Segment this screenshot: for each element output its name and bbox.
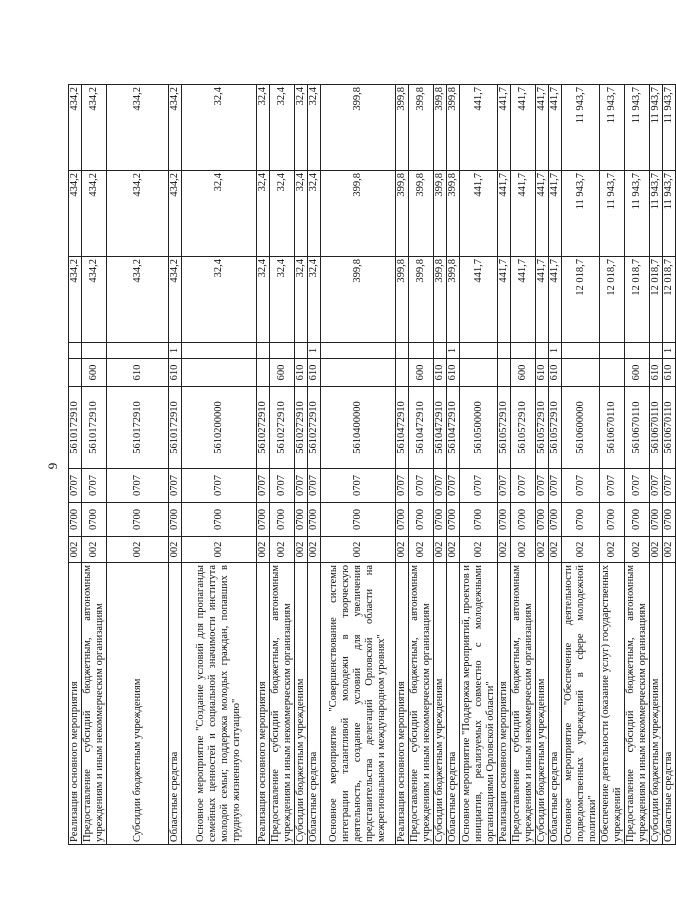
amount-year1-cell: 12 018,7 [663, 257, 676, 343]
section-code-cell: 0700 [549, 503, 562, 537]
expense-type-cell [182, 359, 257, 387]
amount-year1-cell: 441,7 [536, 257, 549, 343]
amount-year3-cell: 399,8 [396, 85, 409, 171]
subsection-code-cell: 0707 [257, 469, 270, 503]
expense-type-cell: 600 [270, 359, 295, 387]
amount-year3-cell: 32,4 [308, 85, 321, 171]
amount-year2-cell: 399,8 [447, 171, 460, 257]
table-row [498, 85, 511, 845]
amount-year3-cell: 11 943,7 [663, 85, 676, 171]
amount-year1-cell: 12 018,7 [600, 257, 625, 343]
funding-source-cell [69, 343, 82, 359]
ministry-code-cell: 002 [549, 537, 562, 563]
ministry-code-cell: 002 [650, 537, 663, 563]
ministry-code-cell: 002 [663, 537, 676, 563]
amount-year3-cell: 32,4 [270, 85, 295, 171]
target-article-cell: 5610200000 [182, 387, 257, 469]
subsection-code-cell: 0707 [536, 469, 549, 503]
amount-year2-cell: 434,2 [82, 171, 107, 257]
amount-year3-cell: 11 943,7 [600, 85, 625, 171]
amount-year2-cell: 399,8 [396, 171, 409, 257]
funding-source-cell [82, 343, 107, 359]
target-article-cell: 5610670110 [663, 387, 676, 469]
amount-year2-cell: 399,8 [321, 171, 396, 257]
amount-year2-cell: 32,4 [270, 171, 295, 257]
funding-source-cell [536, 343, 549, 359]
amount-year1-cell: 441,7 [460, 257, 498, 343]
amount-year1-cell: 32,4 [270, 257, 295, 343]
expense-name-cell: Субсидии бюджетным учреждениям [295, 563, 308, 845]
expense-type-cell: 600 [511, 359, 536, 387]
funding-source-cell: 1 [447, 343, 460, 359]
section-code-cell: 0700 [82, 503, 107, 537]
amount-year1-cell: 32,4 [308, 257, 321, 343]
amount-year2-cell: 32,4 [182, 171, 257, 257]
amount-year3-cell: 11 943,7 [562, 85, 600, 171]
section-code-cell: 0700 [69, 503, 82, 537]
expense-type-cell: 610 [295, 359, 308, 387]
expense-type-cell: 600 [409, 359, 434, 387]
expense-type-cell [460, 359, 498, 387]
expense-name-cell: Реализация основного мероприятия [396, 563, 409, 845]
amount-year2-cell: 32,4 [257, 171, 270, 257]
table-row [460, 85, 498, 845]
amount-year3-cell: 399,8 [321, 85, 396, 171]
subsection-code-cell: 0707 [434, 469, 447, 503]
section-code-cell: 0700 [409, 503, 434, 537]
funding-source-cell [600, 343, 625, 359]
subsection-code-cell: 0707 [447, 469, 460, 503]
table-row [625, 85, 650, 845]
ministry-code-cell: 002 [511, 537, 536, 563]
amount-year3-cell: 32,4 [257, 85, 270, 171]
table-row [257, 85, 270, 845]
table-row [600, 85, 625, 845]
expense-type-cell: 610 [447, 359, 460, 387]
amount-year2-cell: 11 943,7 [600, 171, 625, 257]
expense-type-cell: 610 [663, 359, 676, 387]
target-article-cell: 5610670110 [600, 387, 625, 469]
funding-source-cell: 1 [549, 343, 562, 359]
target-article-cell: 5610472910 [434, 387, 447, 469]
target-article-cell: 5610272910 [295, 387, 308, 469]
target-article-cell: 5610670110 [625, 387, 650, 469]
target-article-cell: 5610172910 [107, 387, 169, 469]
ministry-code-cell: 002 [169, 537, 182, 563]
expense-type-cell [321, 359, 396, 387]
expense-name-cell: Областные средства [447, 563, 460, 845]
expense-type-cell: 610 [650, 359, 663, 387]
subsection-code-cell: 0707 [270, 469, 295, 503]
expense-name-cell: Предоставление субсидий бюджетным, автономным учреждениям и иным некоммерческим организациям [625, 563, 650, 845]
amount-year1-cell: 32,4 [295, 257, 308, 343]
budget-allocation-table [68, 84, 676, 845]
ministry-code-cell: 002 [308, 537, 321, 563]
section-code-cell: 0700 [498, 503, 511, 537]
target-article-cell: 5610172910 [82, 387, 107, 469]
target-article-cell: 5610472910 [447, 387, 460, 469]
table-row [409, 85, 434, 845]
table-row [396, 85, 409, 845]
ministry-code-cell: 002 [460, 537, 498, 563]
expense-type-cell: 600 [82, 359, 107, 387]
expense-name-cell: Областные средства [549, 563, 562, 845]
expense-name-cell: Обеспечение деятельности (оказание услуг) государственных учреждений [600, 563, 625, 845]
section-code-cell: 0700 [182, 503, 257, 537]
section-code-cell: 0700 [460, 503, 498, 537]
amount-year1-cell: 441,7 [549, 257, 562, 343]
section-code-cell: 0700 [511, 503, 536, 537]
subsection-code-cell: 0707 [82, 469, 107, 503]
table-row [82, 85, 107, 845]
expense-name-cell: Областные средства [169, 563, 182, 845]
expense-type-cell: 610 [434, 359, 447, 387]
table-row [69, 85, 82, 845]
section-code-cell: 0700 [270, 503, 295, 537]
funding-source-cell [182, 343, 257, 359]
subsection-code-cell: 0707 [460, 469, 498, 503]
amount-year1-cell: 12 018,7 [650, 257, 663, 343]
expense-type-cell: 600 [625, 359, 650, 387]
amount-year1-cell: 434,2 [69, 257, 82, 343]
subsection-code-cell: 0707 [295, 469, 308, 503]
target-article-cell: 5610600000 [562, 387, 600, 469]
funding-source-cell [511, 343, 536, 359]
target-article-cell: 5610172910 [169, 387, 182, 469]
table-row [650, 85, 663, 845]
amount-year2-cell: 434,2 [169, 171, 182, 257]
amount-year1-cell: 434,2 [107, 257, 169, 343]
target-article-cell: 5610500000 [460, 387, 498, 469]
ministry-code-cell: 002 [409, 537, 434, 563]
table-row [295, 85, 308, 845]
amount-year1-cell: 12 018,7 [625, 257, 650, 343]
table-row [434, 85, 447, 845]
amount-year1-cell: 399,8 [409, 257, 434, 343]
expense-name-cell: Предоставление субсидий бюджетным, автономным учреждениям и иным некоммерческим организациям [270, 563, 295, 845]
amount-year1-cell: 399,8 [434, 257, 447, 343]
amount-year1-cell: 441,7 [511, 257, 536, 343]
funding-source-cell [107, 343, 169, 359]
amount-year2-cell: 11 943,7 [562, 171, 600, 257]
ministry-code-cell: 002 [182, 537, 257, 563]
subsection-code-cell: 0707 [409, 469, 434, 503]
amount-year1-cell: 434,2 [169, 257, 182, 343]
target-article-cell: 5610472910 [396, 387, 409, 469]
expense-type-cell [498, 359, 511, 387]
target-article-cell: 5610400000 [321, 387, 396, 469]
ministry-code-cell: 002 [396, 537, 409, 563]
funding-source-cell [460, 343, 498, 359]
target-article-cell: 5610272910 [270, 387, 295, 469]
table-row [107, 85, 169, 845]
funding-source-cell [396, 343, 409, 359]
funding-source-cell [295, 343, 308, 359]
section-code-cell: 0700 [434, 503, 447, 537]
amount-year3-cell: 441,7 [549, 85, 562, 171]
expense-name-cell: Субсидии бюджетным учреждениям [536, 563, 549, 845]
amount-year3-cell: 441,7 [460, 85, 498, 171]
section-code-cell: 0700 [169, 503, 182, 537]
amount-year2-cell: 11 943,7 [650, 171, 663, 257]
amount-year1-cell: 399,8 [396, 257, 409, 343]
funding-source-cell: 1 [169, 343, 182, 359]
amount-year1-cell: 32,4 [257, 257, 270, 343]
expense-type-cell: 610 [107, 359, 169, 387]
ministry-code-cell: 002 [498, 537, 511, 563]
table-row [308, 85, 321, 845]
expense-name-cell: Реализация основного мероприятия [257, 563, 270, 845]
amount-year2-cell: 399,8 [409, 171, 434, 257]
expense-name-cell: Основное мероприятие "Создание условий для пропаганды семейных ценностей и социальной значимости института молодой семьи; поддержка молодых граждан, попавших в трудную жизненную ситуацию" [182, 563, 257, 845]
target-article-cell: 5610272910 [257, 387, 270, 469]
section-code-cell: 0700 [321, 503, 396, 537]
amount-year3-cell: 399,8 [434, 85, 447, 171]
amount-year1-cell: 399,8 [447, 257, 460, 343]
target-article-cell: 5610572910 [536, 387, 549, 469]
expense-type-cell: 610 [549, 359, 562, 387]
expense-type-cell [600, 359, 625, 387]
page-number: 9 [45, 462, 60, 470]
expense-type-cell [562, 359, 600, 387]
section-code-cell: 0700 [396, 503, 409, 537]
amount-year2-cell: 399,8 [434, 171, 447, 257]
funding-source-cell [562, 343, 600, 359]
subsection-code-cell: 0707 [396, 469, 409, 503]
funding-source-cell [434, 343, 447, 359]
subsection-code-cell: 0707 [321, 469, 396, 503]
table-row [511, 85, 536, 845]
funding-source-cell [498, 343, 511, 359]
subsection-code-cell: 0707 [625, 469, 650, 503]
subsection-code-cell: 0707 [650, 469, 663, 503]
section-code-cell: 0700 [536, 503, 549, 537]
funding-source-cell: 1 [663, 343, 676, 359]
amount-year3-cell: 399,8 [409, 85, 434, 171]
ministry-code-cell: 002 [270, 537, 295, 563]
ministry-code-cell: 002 [434, 537, 447, 563]
subsection-code-cell: 0707 [498, 469, 511, 503]
amount-year2-cell: 441,7 [511, 171, 536, 257]
amount-year1-cell: 32,4 [182, 257, 257, 343]
target-article-cell: 5610670110 [650, 387, 663, 469]
amount-year2-cell: 441,7 [498, 171, 511, 257]
section-code-cell: 0700 [562, 503, 600, 537]
funding-source-cell [257, 343, 270, 359]
target-article-cell: 5610272910 [308, 387, 321, 469]
amount-year3-cell: 399,8 [447, 85, 460, 171]
funding-source-cell: 1 [308, 343, 321, 359]
table-row [169, 85, 182, 845]
amount-year2-cell: 441,7 [460, 171, 498, 257]
funding-source-cell [650, 343, 663, 359]
expense-type-cell [257, 359, 270, 387]
amount-year1-cell: 441,7 [498, 257, 511, 343]
funding-source-cell [625, 343, 650, 359]
amount-year1-cell: 434,2 [82, 257, 107, 343]
expense-name-cell: Субсидии бюджетным учреждениям [650, 563, 663, 845]
expense-name-cell: Реализация основного мероприятия [498, 563, 511, 845]
table-row [549, 85, 562, 845]
expense-type-cell [69, 359, 82, 387]
ministry-code-cell: 002 [107, 537, 169, 563]
amount-year3-cell: 441,7 [536, 85, 549, 171]
table-row [321, 85, 396, 845]
ministry-code-cell: 002 [321, 537, 396, 563]
expense-type-cell: 610 [536, 359, 549, 387]
amount-year3-cell: 434,2 [69, 85, 82, 171]
table-row [270, 85, 295, 845]
target-article-cell: 5610572910 [498, 387, 511, 469]
ministry-code-cell: 002 [625, 537, 650, 563]
target-article-cell: 5610572910 [549, 387, 562, 469]
amount-year3-cell: 11 943,7 [650, 85, 663, 171]
amount-year2-cell: 441,7 [549, 171, 562, 257]
table-row [536, 85, 549, 845]
amount-year3-cell: 11 943,7 [625, 85, 650, 171]
expense-name-cell: Предоставление субсидий бюджетным, автономным учреждениям и иным некоммерческим организациям [511, 563, 536, 845]
section-code-cell: 0700 [650, 503, 663, 537]
expense-name-cell: Областные средства [308, 563, 321, 845]
expense-name-cell: Предоставление субсидий бюджетным, автономным учреждениям и иным некоммерческим организациям [409, 563, 434, 845]
amount-year2-cell: 441,7 [536, 171, 549, 257]
subsection-code-cell: 0707 [549, 469, 562, 503]
section-code-cell: 0700 [600, 503, 625, 537]
subsection-code-cell: 0707 [182, 469, 257, 503]
amount-year3-cell: 434,2 [107, 85, 169, 171]
funding-source-cell [409, 343, 434, 359]
ministry-code-cell: 002 [69, 537, 82, 563]
expense-name-cell: Основное мероприятие "Совершенствование системы интеграции талантливой молодежи в творческую деятельность, создание условий для увеличения представительства делегаций Орловской области на межрегиональном и международном уровнях" [321, 563, 396, 845]
expense-name-cell: Основное мероприятие "Обеспечение деятельности подведомственных учреждений в сфере молодежной политики" [562, 563, 600, 845]
rotated-page-content [68, 85, 674, 845]
amount-year2-cell: 32,4 [295, 171, 308, 257]
expense-type-cell: 610 [308, 359, 321, 387]
ministry-code-cell: 002 [257, 537, 270, 563]
table-body [69, 85, 676, 845]
subsection-code-cell: 0707 [562, 469, 600, 503]
ministry-code-cell: 002 [295, 537, 308, 563]
amount-year1-cell: 12 018,7 [562, 257, 600, 343]
amount-year2-cell: 11 943,7 [625, 171, 650, 257]
section-code-cell: 0700 [663, 503, 676, 537]
amount-year3-cell: 441,7 [511, 85, 536, 171]
amount-year3-cell: 434,2 [82, 85, 107, 171]
expense-type-cell [396, 359, 409, 387]
subsection-code-cell: 0707 [663, 469, 676, 503]
ministry-code-cell: 002 [562, 537, 600, 563]
subsection-code-cell: 0707 [600, 469, 625, 503]
expense-name-cell: Основное мероприятие "Поддержка мероприятий, проектов и инициатив, реализуемых совместно с молодежными организациями Орловской области" [460, 563, 498, 845]
subsection-code-cell: 0707 [308, 469, 321, 503]
ministry-code-cell: 002 [447, 537, 460, 563]
amount-year2-cell: 32,4 [308, 171, 321, 257]
target-article-cell: 5610172910 [69, 387, 82, 469]
ministry-code-cell: 002 [600, 537, 625, 563]
table-row [182, 85, 257, 845]
section-code-cell: 0700 [308, 503, 321, 537]
funding-source-cell [321, 343, 396, 359]
section-code-cell: 0700 [447, 503, 460, 537]
target-article-cell: 5610572910 [511, 387, 536, 469]
section-code-cell: 0700 [625, 503, 650, 537]
expense-name-cell: Предоставление субсидий бюджетным, автономным учреждениям и иным некоммерческим организациям [82, 563, 107, 845]
subsection-code-cell: 0707 [169, 469, 182, 503]
expense-name-cell: Субсидии бюджетным учреждениям [107, 563, 169, 845]
amount-year3-cell: 441,7 [498, 85, 511, 171]
table-row [562, 85, 600, 845]
amount-year1-cell: 399,8 [321, 257, 396, 343]
funding-source-cell [270, 343, 295, 359]
section-code-cell: 0700 [107, 503, 169, 537]
section-code-cell: 0700 [295, 503, 308, 537]
table-row [447, 85, 460, 845]
amount-year2-cell: 434,2 [69, 171, 82, 257]
subsection-code-cell: 0707 [511, 469, 536, 503]
table-row [663, 85, 676, 845]
subsection-code-cell: 0707 [107, 469, 169, 503]
amount-year2-cell: 11 943,7 [663, 171, 676, 257]
expense-name-cell: Областные средства [663, 563, 676, 845]
amount-year2-cell: 434,2 [107, 171, 169, 257]
expense-type-cell: 610 [169, 359, 182, 387]
target-article-cell: 5610472910 [409, 387, 434, 469]
expense-name-cell: Субсидии бюджетным учреждениям [434, 563, 447, 845]
amount-year3-cell: 32,4 [295, 85, 308, 171]
amount-year3-cell: 32,4 [182, 85, 257, 171]
amount-year3-cell: 434,2 [169, 85, 182, 171]
expense-name-cell: Реализация основного мероприятия [69, 563, 82, 845]
subsection-code-cell: 0707 [69, 469, 82, 503]
section-code-cell: 0700 [257, 503, 270, 537]
ministry-code-cell: 002 [82, 537, 107, 563]
ministry-code-cell: 002 [536, 537, 549, 563]
